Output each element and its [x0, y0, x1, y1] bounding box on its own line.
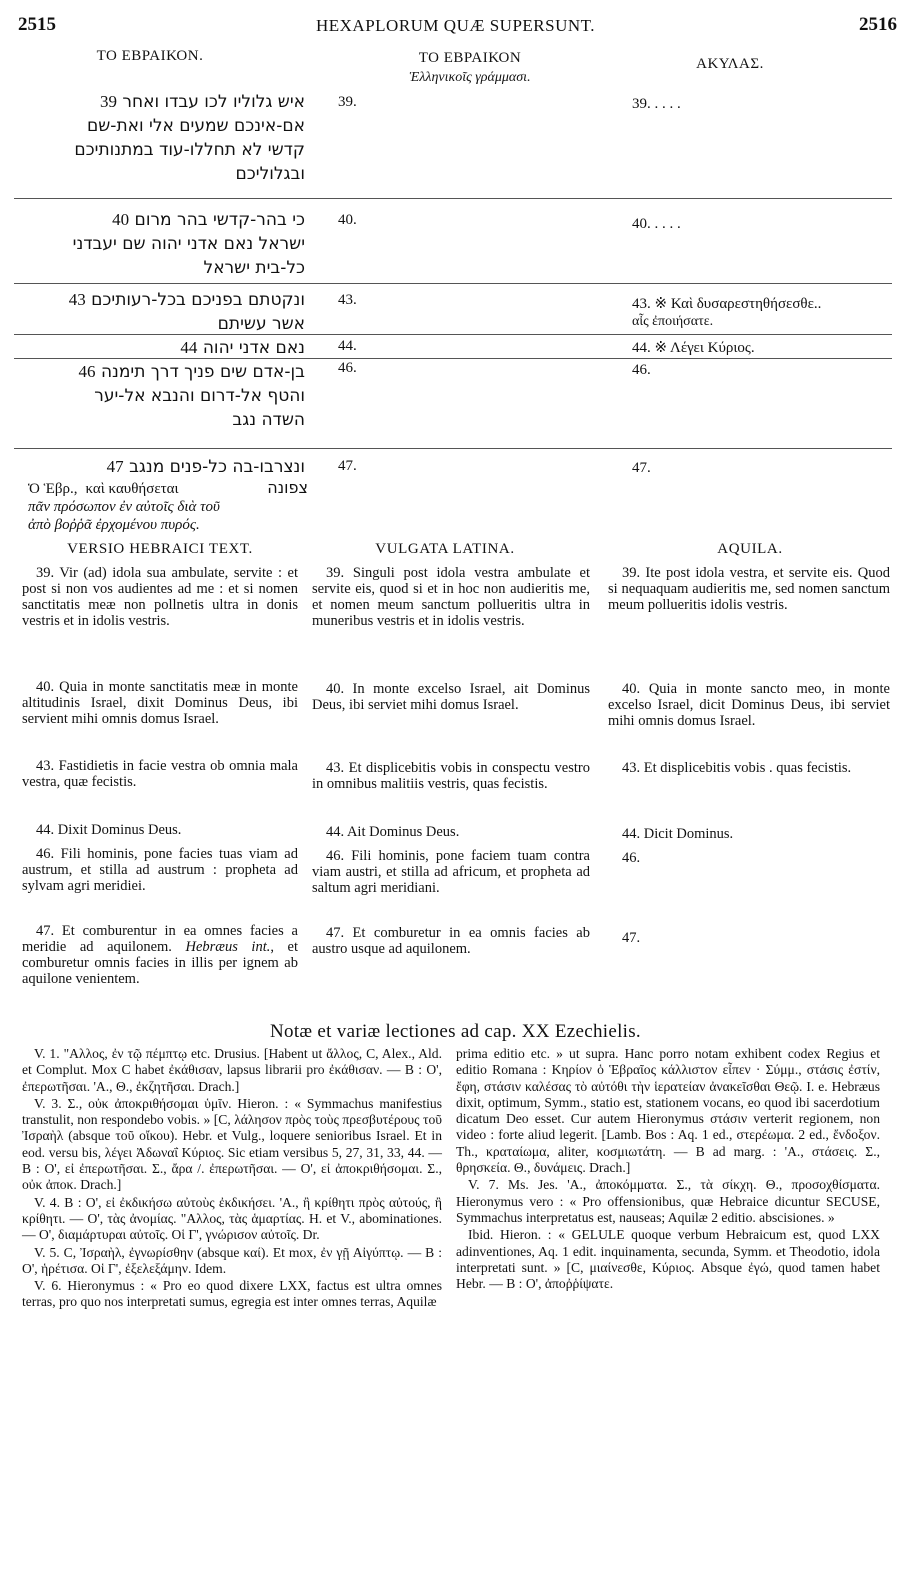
hebrew-line: בן-אדם שים פניך דרך תימנה	[100, 362, 305, 382]
row-divider	[14, 334, 892, 335]
translit-verse-46: 46.	[338, 360, 357, 376]
translit-column-head: ΤΟ ΕΒΡΑΙΚΟΝ	[418, 50, 522, 66]
hebrew-verse-40	[10, 208, 305, 280]
hebrew-line: קדשי לא תחללו-עוד במתנותיכם	[74, 140, 305, 160]
note-paragraph: Ibid. Hieron. : « GELULE quoque verbum Hebraicum est, quod LXX adinventiones, Aq. 1 edit. inquinamenta, secunda, Symm. et Theodotio, idola interpretati sunt. » [C, μιαίνεσθε, Κύριος. Absque ἐγώ, quod tamen habet Hebr. — B : Ο', ἀποῤῥίψατε.	[456, 1227, 880, 1292]
latin-col2-head: VULGATA LATINA.	[375, 541, 515, 557]
latin-47-col1	[22, 923, 298, 987]
hebrew-line: כי בהר-קדשי בהר מרום	[134, 210, 305, 230]
latin-39-col2: 39. Singuli post idola vestra ambulate et servite eis, quod si et in hoc non audieritis me, et nomen meum sanctum pollueritis ultra in muneribus vestris et in idolis vestris.	[312, 565, 590, 629]
translit-verse-39: 39.	[338, 94, 357, 110]
hebrew-line: ונצרבו-בה כל-פנים מנגב	[129, 457, 305, 477]
note-paragraph: V. 7. Ms. Jes. 'Α., ἀποκόμματα. Σ., τὰ σίκχη. Θ., προσοχθίσματα. Hieronymus vero : « Pro offensionibus, quæ Hebraice dicuntur SECUSE, Symmachus interpretatus est, nauseas; Aquilæ 2 editio. abscisiones. »	[456, 1177, 880, 1225]
translit-verse-43: 43.	[338, 292, 357, 308]
verse-number: 47	[106, 457, 124, 476]
hebrew-line: איש גלוליו לכו עבדו ואחר	[122, 92, 305, 112]
hebrew-line: אשר עשיתם	[217, 314, 305, 334]
translit-verse-44: 44.	[338, 338, 357, 354]
note-paragraph: V. 5. C, Ἰσραὴλ, ἐγνωρίσθην (absque καί). Et mox, ἐν γῇ Αἰγύπτῳ. — B : Ο', ἡρέτισα. Οἱ Γ', ἐξελεξάμην. Idem.	[22, 1244, 442, 1276]
hebrew-verse-47	[10, 455, 305, 479]
greek-note-text: πᾶν πρόσωπον ἐν αὐτοῖς διὰ τοῦ	[28, 499, 220, 515]
latin-col1-head: VERSIO HEBRAICI TEXT.	[67, 541, 253, 557]
hebrew-line: השדה נגב	[232, 410, 305, 430]
verse-number: 43	[68, 290, 86, 309]
aquila-verse-44: 44. ※ Λέγει Κύριος.	[632, 340, 755, 356]
latin-italic: Hebræus int.	[185, 939, 271, 955]
hebrew-verse-44	[10, 336, 305, 360]
hebrew-line: כל-בית ישראל	[203, 258, 305, 278]
hebrew-line: ישראל נאם אדני יהוה שם יעבדני	[72, 234, 305, 254]
latin-44-col3: 44. Dicit Dominus.	[622, 826, 734, 842]
note-paragraph: V. 4. B : Ο', εἰ ἐκδικήσω αὐτοὺς ἐκδικήσει. 'Α., ἢ κρίθητι πρὸς αὐτούς, ἢ κρίθητι. — Ο', τὰς ἀνομίας. "Αλλος, τὰς ἁμαρτίας. H. et V., abominationes. — Ο', διαμάρτυραι αὐτοῖς. Οἱ Γ', γνώρισον αὐτοῖς. Dr.	[22, 1194, 442, 1243]
aquila-line: 43. ※ Καὶ δυσαρεστηθήσεσθε..	[632, 296, 822, 312]
latin-col3-head: AQUILA.	[717, 541, 783, 557]
latin-text: 47. Et comburentur in ea omnes facies a meridie ad aquilonem.	[22, 923, 298, 955]
latin-39-col3: 39. Ite post idola vestra, et servite eis. Quod si nequaquam audieritis me, sed nomen sanctum meum pollueritis idolis vestris.	[608, 565, 890, 613]
verse-number: 46	[78, 362, 96, 381]
note-paragraph: V. 3. Σ., οὐκ ἀποκριθήσομαι ὑμῖν. Hieron. : « Symmachus manifestius transtulit, non respondebo vobis. » [C, λάλησον πρὸς τοὺς πρεσβυτέρους τοῦ Ἰσραὴλ (absque τοῦ οἴκου). Hebr. et Vulg., loquere senioribus Israel. Et in eod. versu bis, λέγει Ἀδωναΐ Κύριος. Sic etiam versibus 5, 27, 31, 33, 44. — B : Ο', εἰ ἐπερωτῆσαι. Σ., ἄρα /. ἐπερωτῆσαι. — Ο', εἰ ἀποκριθήσομαι. Σ., οὐκ ἀποκ. Drach.]	[22, 1095, 442, 1193]
latin-47-col3: 47.	[622, 930, 641, 946]
aquila-verse-39: 39. . . . .	[632, 96, 681, 112]
note-paragraph: V. 1. "Αλλος, ἐν τῷ πέμπτῳ etc. Drusius. [Habent ut ἄλλος, C, Alex., Ald. et Complut. Mox C habet ἐκάθισαν, lapsus librarii pro ἐκάθισαν. — B : Ο', ἐπερωτῆσαι. 'Α., Θ., ἐκζητῆσαι. Drach.]	[22, 1046, 442, 1094]
translit-column-subhead: Ἑλληνικοῖς γράμμασι.	[409, 70, 531, 85]
aquila-line: αἷς ἐποιήσατε.	[632, 314, 714, 329]
latin-40-col3: 40. Quia in monte sancto meo, in monte excelso Israel, dicit Dominus Deus, ibi serviet mihi omnis domus Israel.	[608, 681, 890, 729]
greek-note-text: ἀπὸ βοῤῥᾶ ἐρχομένου πυρός.	[28, 517, 200, 533]
aquila-verse-40: 40. . . . .	[632, 216, 681, 232]
latin-43-col1: 43. Fastidietis in facie vestra ob omnia mala vestra, quæ fecistis.	[22, 758, 298, 790]
notes-left-column	[22, 1046, 442, 1312]
greek-note-label: Ὁ Ἑβρ.,	[28, 481, 78, 497]
hebrew-line: נאם אדני יהוה	[202, 338, 305, 358]
hebrew-line: והטף אל-דרום והנבא אל-יער	[94, 386, 305, 406]
note-paragraph: V. 6. Hieronymus : « Pro eo quod dixere LXX, factus est ultra omnes terras, pro quo nos interpretati sumus, egregia est inter omnes terras, Aquilæ	[22, 1278, 442, 1310]
row-divider	[14, 283, 892, 284]
page-number-left: 2515	[18, 14, 56, 35]
verse-number: 40	[112, 210, 130, 229]
latin-43-col3: 43. Et displicebitis vobis . quas fecistis.	[622, 760, 852, 776]
hebrew-verse-46	[10, 360, 305, 432]
aquila-verse-46: 46.	[632, 362, 651, 378]
hebrew-column-head: ΤΟ ΕΒΡΑΙΚΟΝ.	[96, 48, 204, 64]
verse-number: 39	[100, 92, 117, 111]
latin-43-col2: 43. Et displicebitis vobis in conspectu vestro in omnibus malitiis vestris, quas fecistis.	[312, 760, 590, 792]
latin-46-col3: 46.	[622, 850, 641, 866]
latin-39-col1: 39. Vir (ad) idola sua ambulate, servite : et post si non vos audientes ad me : et si nomen sanctitatis meæ non pollnetis ultra in donis vestris et in idolis vestris.	[22, 565, 298, 629]
hebrew-verse-43	[10, 288, 305, 336]
latin-40-col1: 40. Quia in monte sanctitatis meæ in monte altitudinis Israel, dixit Dominus Deus, ibi servient mihi omnis domus Israel.	[22, 679, 298, 727]
hebrew-verse-47-note	[28, 478, 308, 534]
hebrew-verse-39	[10, 90, 305, 186]
latin-40-col2: 40. In monte excelso Israel, ait Dominus Deus, ibi serviet mihi domus Israel.	[312, 681, 590, 713]
translit-verse-40: 40.	[338, 212, 357, 228]
running-header	[0, 14, 911, 44]
greek-note-text: καὶ καυθήσεται	[85, 481, 179, 497]
notes-title: Notæ et variæ lectiones ad cap. XX Ezechielis.	[270, 1021, 641, 1042]
hebrew-line: ונקטתם בפניכם בכל-רעותיכם	[91, 290, 305, 310]
latin-46-col2: 46. Fili hominis, pone faciem tuam contra viam austri, et stilla ad africum, et propheta ad saltum agri meridiani.	[312, 848, 590, 896]
hebrew-line: ובגלוליכם	[235, 164, 305, 184]
aquila-verse-43	[632, 295, 892, 331]
notes-right-column	[456, 1046, 880, 1293]
hebrew-line: צפונה	[267, 478, 308, 497]
latin-46-col1: 46. Fili hominis, pone facies tuas viam ad austrum, et stilla ad austrum : propheta ad sylvam agri meridiei.	[22, 846, 298, 894]
running-title: HEXAPLORUM QUÆ SUPERSUNT.	[315, 16, 596, 35]
latin-44-col2: 44. Ait Dominus Deus.	[326, 824, 460, 840]
translit-verse-47: 47.	[338, 458, 357, 474]
row-divider	[14, 358, 892, 359]
latin-47-col2: 47. Et comburetur in ea omnis facies ab austro usque ad aquilonem.	[312, 925, 590, 957]
aquila-verse-47: 47.	[632, 460, 651, 476]
row-divider	[14, 198, 892, 199]
verse-number: 44	[180, 338, 198, 357]
hebrew-line: אם-אינכם שמעים אלי ואת-שם	[86, 116, 305, 136]
note-paragraph: prima editio etc. » ut supra. Hanc porro notam exhibent codex Regius et editio Romana : Κηρίον ὁ Ἑβραῖος κάλλιστον εἶπεν · Σύμμ., στάσις ἐστίν, ἔφη, στάσιν καλέσας τὸ αὐτόθι τὴν ἱερατείαν ἀνακεῖσθαι Θεῷ. I. e. Hebræus dixit, optimum, Symm., statio est, stationem vocans, eo quod ibi sacerdotium dicatum Deo esset. Cur autem Hieronymus στάσιν verterit regionem, non video : forte aliud legerit. [Lamb. Bos : Aq. 1 ed., στερέωμα. 2 ed., ἔνδοξον. Th., κραταίωμα, aliter, κοσμιωτάτη. — B ad marg. : 'Α., στάσεις. Σ., θρησκεία. Θ., δυνάμεις. Drach.]	[456, 1046, 880, 1176]
aquila-column-head: ΑΚΥΛΑΣ.	[696, 56, 764, 72]
latin-44-col1: 44. Dixit Dominus Deus.	[36, 822, 182, 838]
latin-text: , et comburetur omnis facies in illis per ignem ab aquilone venientem.	[22, 939, 299, 987]
row-divider	[14, 448, 892, 449]
page-number-right: 2516	[859, 14, 897, 35]
